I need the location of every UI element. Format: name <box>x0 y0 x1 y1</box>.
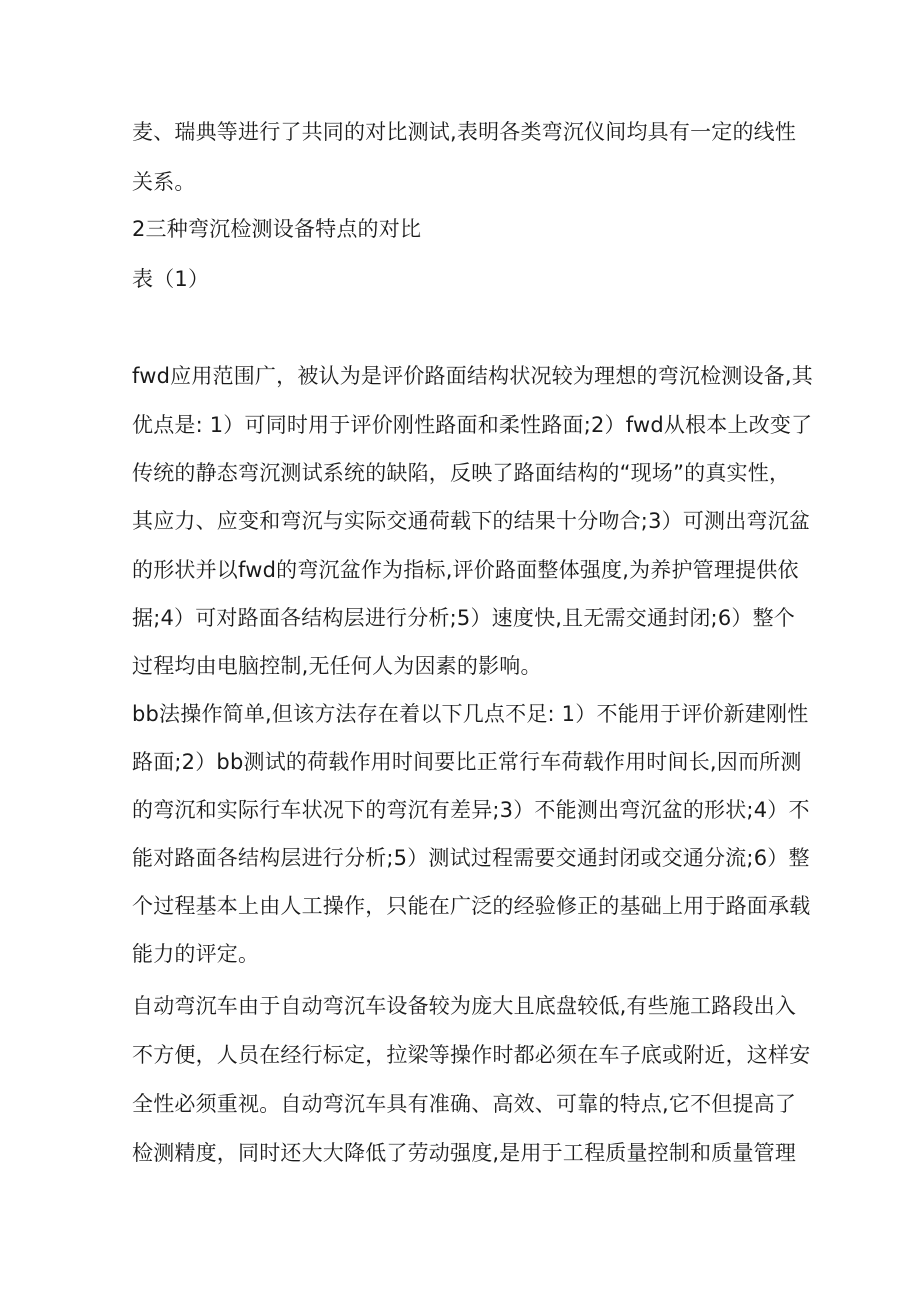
paragraph-bb-line-4: 能对路面各结构层进行分析;5）测试过程需要交通封闭或交通分流;6）整 <box>132 846 810 870</box>
paragraph-bb-line-1: bb法操作简单,但该方法存在着以下几点不足: 1）不能用于评价新建刚性 <box>132 702 809 726</box>
paragraph-fwd-line-3: 传统的静态弯沉测试系统的缺陷，反映了路面结构的“现场”的真实性， <box>132 461 791 485</box>
table-caption: 表（1） <box>132 267 210 291</box>
paragraph-bb-line-5: 个过程基本上由人工操作，只能在广泛的经验修正的基础上用于路面承载 <box>132 894 811 918</box>
paragraph-auto-line-4: 检测精度，同时还大大降低了劳动强度,是用于工程质量控制和质量管理 <box>132 1141 797 1165</box>
paragraph-auto-line-2: 不方便，人员在经行标定，拉梁等操作时都必须在车子底或附近，这样安 <box>132 1043 811 1067</box>
paragraph-auto-line-3: 全性必须重视。自动弯沉车具有准确、高效、可靠的特点,它不但提高了 <box>132 1092 797 1116</box>
paragraph-bb-line-6: 能力的评定。 <box>132 942 260 966</box>
paragraph-fwd-line-1: fwd应用范围广，被认为是评价路面结构状况较为理想的弯沉检测设备,其 <box>132 364 814 388</box>
paragraph-bb-line-3: 的弯沉和实际行车状况下的弯沉有差异;3）不能测出弯沉盆的形状;4）不 <box>132 798 810 822</box>
intro-line-1: 麦、瑞典等进行了共同的对比测试,表明各类弯沉仪间均具有一定的线性 <box>132 120 797 144</box>
intro-line-2: 关系。 <box>132 170 196 194</box>
paragraph-fwd-line-7: 过程均由电脑控制,无任何人为因素的影响。 <box>132 654 542 678</box>
paragraph-fwd-line-2: 优点是: 1）可同时用于评价刚性路面和柔性路面;2）fwd从根本上改变了 <box>132 413 813 437</box>
paragraph-auto-line-1: 自动弯沉车由于自动弯沉车设备较为庞大且底盘较低,有些施工路段出入 <box>132 994 797 1018</box>
paragraph-fwd-line-5: 的形状并以fwd的弯沉盆作为指标,评价路面整体强度,为养护管理提供依 <box>132 558 799 582</box>
paragraph-bb-line-2: 路面;2）bb测试的荷载作用时间要比正常行车荷载作用时间长,因而所测 <box>132 750 802 774</box>
paragraph-fwd-line-6: 据;4）可对路面各结构层进行分析;5）速度快,且无需交通封闭;6）整个 <box>132 606 795 630</box>
section-heading: 2三种弯沉检测设备特点的对比 <box>132 217 422 241</box>
paragraph-fwd-line-4: 其应力、应变和弯沉与实际交通荷载下的结果十分吻合;3）可测出弯沉盆 <box>132 509 811 533</box>
